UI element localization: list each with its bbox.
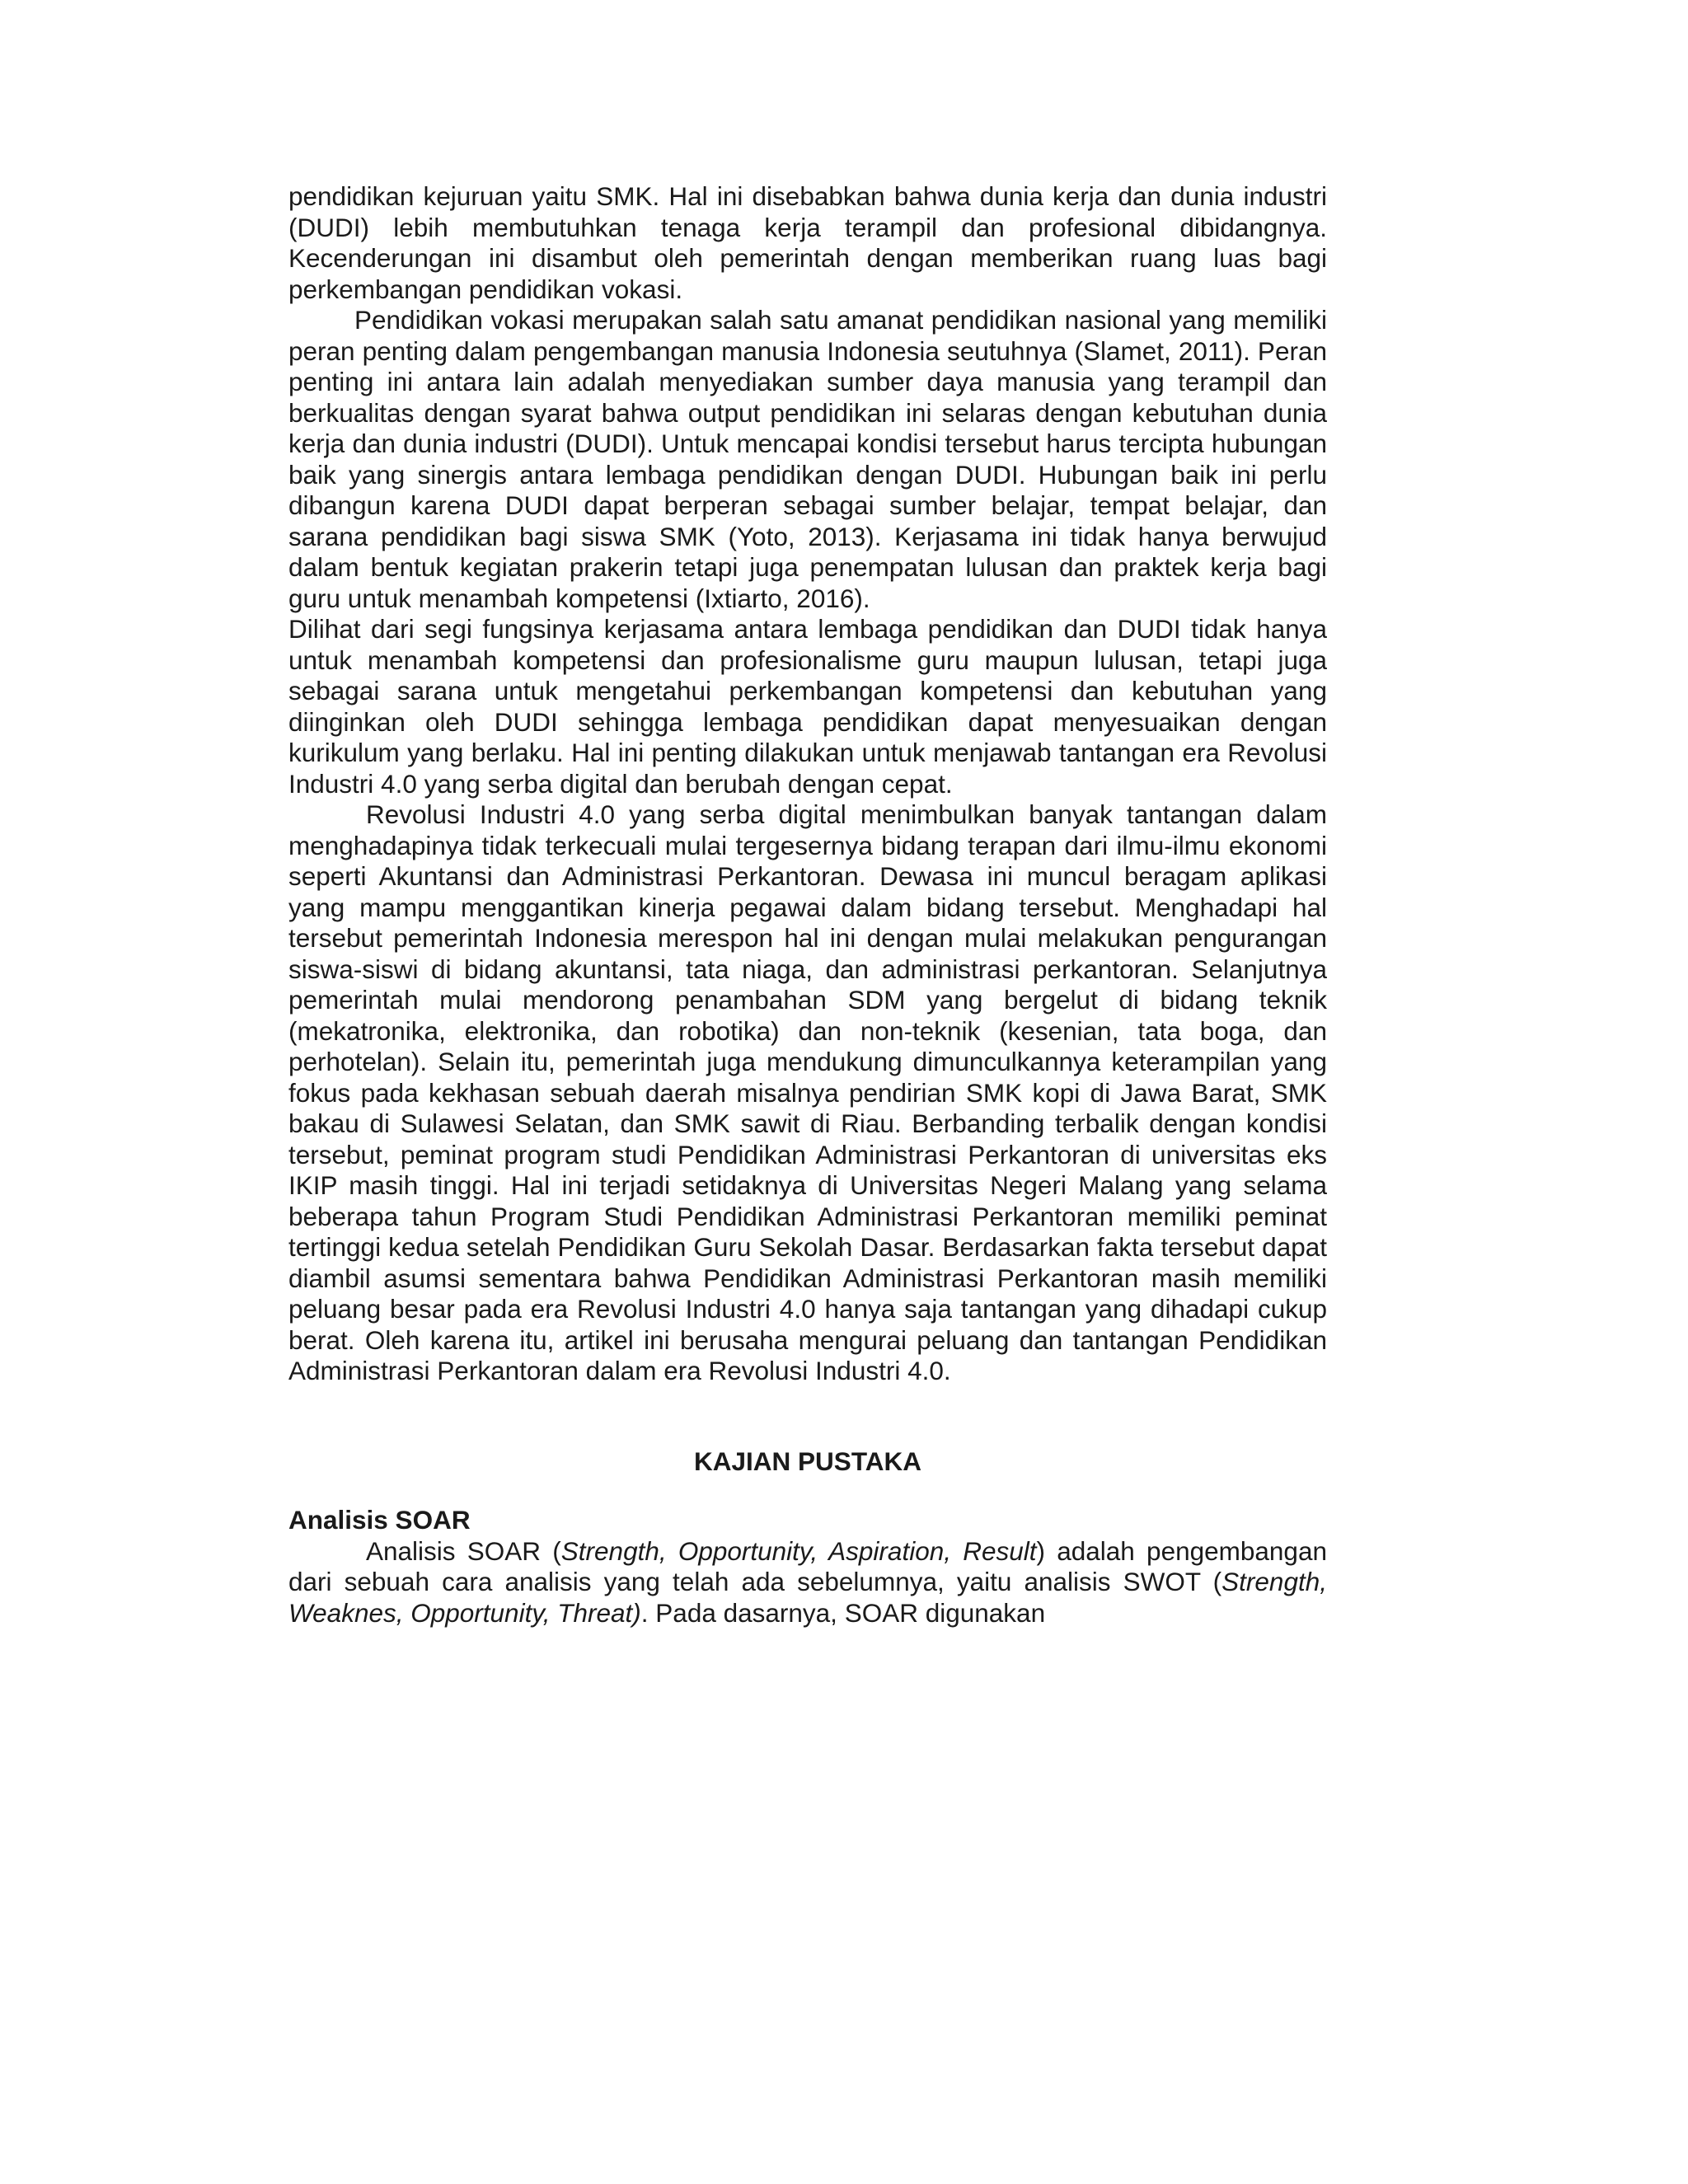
soar-lead-text: Analisis SOAR ( <box>366 1535 561 1566</box>
paragraph-industry-revolution: Revolusi Industri 4.0 yang serba digital menimbulkan banyak tantangan dalam menghadapinya tidak terkecuali mulai tergesernya bidang terapan dari ilmu-ilmu ekonomi seperti Akuntansi dan Administrasi Perkantoran. Dewasa ini muncul beragam aplikasi yang mampu menggantikan kinerja pegawai dalam bidang tersebut. Menghadapi hal tersebut pemerintah Indonesia merespon hal ini dengan mulai melakukan pengurangan siswa-siswi di bidang akuntansi, tata niaga, dan administrasi perkantoran. Selanjutnya pemerintah mulai mendorong penambahan SDM yang bergelut di bidang teknik (mekatronika, elektronika, dan robotika) dan non-teknik (kesenian, tata boga, dan perhotelan). Selain itu, pemerintah juga mendukung dimunculkannya keterampilan yang fokus pada kekhasan sebuah daerah misalnya pendirian SMK kopi di Jawa Barat, SMK bakau di Sulawesi Selatan, dan SMK sawit di Riau. Berbanding terbalik dengan kondisi tersebut, peminat program studi Pendidikan Administrasi Perkantoran di universitas eks IKIP masih tinggi. Hal ini terjadi setidaknya di Universitas Negeri Malang yang selama beberapa tahun Program Studi Pendidikan Administrasi Perkantoran memiliki peminat tertinggi kedua setelah Pendidikan Guru Sekolah Dasar. Berdasarkan fakta tersebut dapat diambil asumsi sementara bahwa Pendidikan Administrasi Perkantoran masih memiliki peluang besar pada era Revolusi Industri 4.0 hanya saja tantangan yang dihadapi cukup berat. Oleh karena itu, artikel ini berusaha mengurai peluang dan tantangan Pendidikan Administrasi Perkantoran dalam era Revolusi Industri 4.0. <box>288 799 1327 1385</box>
paragraph-vocational-education: Pendidikan vokasi merupakan salah satu amanat pendidikan nasional yang memiliki peran penting dalam pengembangan manusia Indonesia seutuhnya (Slamet, 2011). Peran penting ini antara lain adalah menyediakan sumber daya manusia yang terampil dan berkualitas dengan syarat bahwa output pendidikan ini selaras dengan kebutuhan dunia kerja dan dunia industri (DUDI). Untuk mencapai kondisi tersebut harus tercipta hubungan baik yang sinergis antara lembaga pendidikan dengan DUDI. Hubungan baik ini perlu dibangun karena DUDI dapat berperan sebagai sumber belajar, tempat belajar, dan sarana pendidikan bagi siswa SMK (Yoto, 2013). Kerjasama ini tidak hanya berwujud dalam bentuk kegiatan prakerin tetapi juga penempatan lulusan dan praktek kerja bagi guru untuk menambah kompetensi (Ixtiarto, 2016). <box>288 305 1327 613</box>
soar-terms-italic: Strength, Opportunity, Aspiration, Result <box>560 1535 1037 1566</box>
paragraph-soar-analysis <box>288 1536 1327 1629</box>
soar-mid-text: ) adalah pengembangan dari sebuah cara analisis yang telah ada sebelumnya, yaitu analisis SWOT ( <box>288 1535 1327 1596</box>
swot-terms-italic: Strength, Weaknes, Opportunity, Threat) <box>288 1567 1327 1628</box>
soar-tail-text: . Pada dasarnya, SOAR digunakan <box>640 1597 1046 1628</box>
paragraph-cooperation-function: Dilihat dari segi fungsinya kerjasama antara lembaga pendidikan dan DUDI tidak hanya untuk menambah kompetensi dan profesionalisme guru maupun lulusan, tetapi juga sebagai sarana untuk mengetahui perkembangan kompetensi dan kebutuhan yang diinginkan oleh DUDI sehingga lembaga pendidikan dapat menyesuaikan dengan kurikulum yang berlaku. Hal ini penting dilakukan untuk menjawab tantangan era Revolusi Industri 4.0 yang serba digital dan berubah dengan cepat. <box>288 614 1327 799</box>
section-heading: KAJIAN PUSTAKA <box>694 1446 921 1476</box>
paragraph-vocational-intro: pendidikan kejuruan yaitu SMK. Hal ini disebabkan bahwa dunia kerja dan dunia industri (DUDI) lebih membutuhkan tenaga kerja terampil dan profesional dibidangnya. Kecenderungan ini disambut oleh pemerintah dengan memberikan ruang luas bagi perkembangan pendidikan vokasi. <box>288 181 1327 304</box>
subsection-heading: Analisis SOAR <box>288 1505 471 1535</box>
document-body <box>288 181 1327 1629</box>
